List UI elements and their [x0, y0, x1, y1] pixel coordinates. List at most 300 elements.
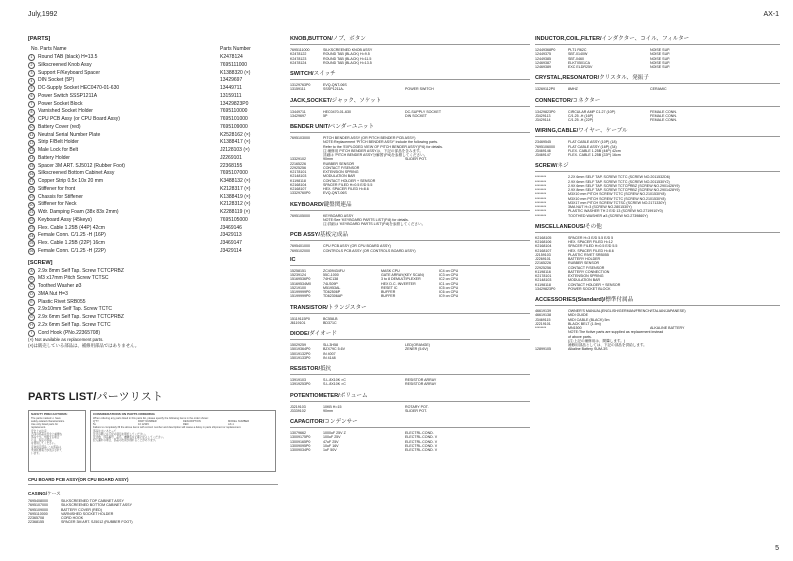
parts-column [28, 36, 278, 349]
part-spec: EXTENSION SPRING [568, 274, 604, 278]
right-column [535, 34, 780, 356]
part-number: K2478122 [290, 52, 307, 57]
item-part-number: 22368155 [220, 162, 243, 169]
order-line: When ordering any parts listed in this parts list, please specify the following items in the order shown: [93, 416, 209, 420]
section-title-en: TRANSISTOR/ [290, 304, 328, 311]
part-number: J3219103 [290, 404, 306, 409]
item-name: DC-Supply Socket HEC0470-01-630 [38, 85, 120, 91]
part-spec: MIDI CABLE (BLACK) 5m [568, 317, 610, 322]
order-box [90, 410, 276, 472]
part-spec: M3X17 mm PITCH SCREW TCTSC (SCREW NO.2171330Y) [568, 200, 666, 205]
parts-row [28, 101, 278, 109]
part-number: 13919253P0 [290, 382, 311, 387]
part-row [290, 382, 530, 386]
part-spec: 90mm [323, 157, 333, 162]
part-row [290, 356, 530, 360]
col-no-name: No. Parts Name [31, 46, 67, 52]
section-title-jp: コンデンサー [324, 419, 358, 425]
section-crystal [535, 73, 780, 91]
note-jp: (×)は販売している部品は、補修用部品ではありません。 [28, 343, 140, 349]
part-row [535, 118, 780, 122]
part-spec: SPACER FILED H=0.5 E/D 5.5 [568, 244, 618, 249]
part-number: 15199999P0 [290, 294, 311, 299]
location: IC4 on CPU [439, 268, 459, 273]
part-spec: S.L.8X10K ×C [323, 382, 346, 387]
description: FEMALE CONN. [650, 109, 677, 114]
part-spec: M51953AL [323, 285, 341, 290]
section-ic [290, 257, 530, 299]
screw-row [28, 330, 278, 338]
parts-row [28, 54, 278, 62]
part-spec: NOTE:The fictive parts are supplied as replacement instead [568, 330, 664, 335]
part-number: K2178101 [290, 170, 307, 174]
divider [290, 374, 530, 375]
safety-line: Use only listed parts for [31, 423, 59, 427]
part-number: ******** [535, 196, 547, 201]
part-spec: MIDI GUIDE [568, 313, 588, 318]
part-spec: 1000uF 25V Z [323, 431, 346, 435]
item-number: 10 [29, 125, 34, 130]
part-spec: 注:詳細は 'KEYBOARD PARTS LIST'(P.8)を参照してください。 [323, 222, 426, 226]
item-part-number: K1388419 (×) [220, 193, 251, 200]
item-name: Battery Holder [38, 154, 70, 161]
part-row [535, 65, 780, 69]
item-name: Battery Cover (red) [38, 123, 81, 130]
part-row [290, 191, 530, 195]
part-spec: S.L.8X10K ×C [323, 378, 346, 382]
screw-letter: D [28, 291, 35, 298]
section-wiring [535, 126, 780, 157]
item-part-number: 13429823P0 [220, 100, 249, 107]
casing-title [28, 491, 278, 497]
part-number: K2148103 [535, 278, 552, 283]
description: CORD HOOK [61, 516, 84, 520]
item-part-number: J2269101 [220, 154, 242, 161]
part-spec: SBT-0460 [568, 56, 584, 61]
part-spec: BLACK BELT (1.5m) [568, 321, 601, 326]
description: BATTERY COVER (RED) [61, 507, 102, 512]
location: IC5 on CPU [439, 285, 459, 290]
description: MASK CPU [381, 268, 400, 273]
part-spec: 47uF 25V [323, 439, 339, 444]
description [405, 222, 530, 226]
divider [290, 427, 530, 428]
part-spec: CONTACT HOLDER + SENSOR [323, 178, 376, 183]
part-number: J2269101 [535, 257, 551, 261]
screw-row [28, 322, 278, 330]
part-spec: EXTENSION SPRING [323, 170, 359, 174]
screw-row [28, 275, 278, 283]
item-number: 22 [29, 218, 34, 223]
section-title-jp: スイッチ [313, 71, 336, 77]
part-number: 7695401000 [290, 244, 310, 249]
section-title-jp: 鍵盤関連品 [323, 201, 352, 208]
part-spec: MN1500 [568, 326, 582, 330]
screw-letter: I [28, 330, 35, 337]
screw-name: Cord Hook (PNo.22365708) [38, 329, 100, 336]
part-number: K2168105 [535, 235, 552, 240]
casing-row [28, 520, 278, 524]
divider [290, 339, 530, 340]
part-spec: HEC0470-01-630 [323, 109, 351, 114]
part-spec: IN 4007 [323, 351, 336, 356]
description: ELECTRL.COND. V [405, 435, 438, 440]
parts-row [28, 248, 278, 256]
part-number: J3469115 [535, 317, 551, 322]
item-part-number: J3469146 [220, 224, 242, 231]
section-title [290, 303, 530, 311]
item-part-number: K2528162 (×) [220, 131, 251, 138]
part-number: 7695102000 [290, 248, 310, 253]
part-row [535, 87, 780, 91]
part-spec: 74LS09P [323, 281, 338, 286]
part-number: 12469387 [535, 60, 551, 65]
description: NOISE SUP. [650, 56, 671, 61]
item-number: 17 [29, 179, 34, 184]
item-name: Flex. Cable 1.25B (22P) 16cm [38, 240, 105, 246]
section-title [535, 73, 780, 81]
safety-line: を使用してください。 [31, 442, 57, 446]
note-en: (×) Not available as replacement parts. [28, 337, 104, 343]
part-spec: BD371C [323, 320, 337, 325]
divider [290, 240, 530, 241]
item-number: 25 [29, 241, 34, 246]
location: IC9 on CPU [439, 294, 459, 299]
section-title-en: MISCELLANEOUS/ [535, 223, 586, 230]
part-spec: FLAT CABLE ASSY (16P) (34) [568, 144, 617, 149]
divider [290, 79, 530, 80]
section-title [535, 295, 780, 303]
parts-row [28, 132, 278, 140]
part-row [290, 294, 530, 298]
description: FEMALE CONN. [650, 118, 677, 122]
section-title [535, 34, 780, 42]
part-spec: 10KB H=15 [323, 404, 342, 409]
part-number: 46619139 [535, 309, 551, 313]
description: BUFFER [381, 294, 396, 299]
order-line: Failure to completely fill the above items with correct number and description will cause a delay in parts shipment or replacement. [93, 426, 242, 430]
part-spec: CONTROLS PCB ASSY (OR CONTROLS BOARD ASSY) [323, 248, 416, 253]
part-number: 13449711 [290, 109, 306, 114]
part-number: ******** [535, 188, 547, 192]
section-inductor [535, 34, 780, 69]
document-date: July,1992 [28, 11, 58, 18]
item-name: Wdr. Damping Foam (38x 83x 2mm) [38, 209, 119, 215]
section-title-en: DIODE/ [290, 331, 310, 337]
screw-title: [SCREW] [28, 259, 53, 266]
part-spec: CONTACT F/SENSOR [323, 165, 360, 170]
safety-line: replacement. [31, 426, 46, 430]
parts-row [28, 170, 278, 178]
section-jack [290, 96, 530, 119]
part-spec: CONTACT HOLDER + SENSOR [568, 282, 621, 287]
part-number: ******** [535, 326, 547, 330]
section-title-jp: ノブ、ボタン [332, 36, 366, 42]
order-line: 注文の際には下記の項目を明記してください。 [93, 432, 148, 436]
part-number: J3469146 [535, 148, 551, 153]
section-title-en: POTENTIOMETER/ [290, 392, 340, 399]
parts-row [28, 62, 278, 70]
part-spec: 2.9X 6mm SELF TAP. SCREW TCTC (SCREW NO.2011530Y2) [568, 179, 670, 184]
part-row [290, 114, 530, 118]
part-number: K1198118 [535, 282, 551, 287]
divider [290, 106, 530, 107]
safety-line: 寿命設定部品: この部品は [31, 445, 61, 449]
item-part-number: 13449711 [220, 85, 242, 91]
section-title [290, 96, 530, 104]
parts-row [28, 178, 278, 186]
screw-row [28, 306, 278, 314]
order-line: 部品注文にあたって [93, 429, 117, 433]
part-spec: 3MA NUT H=3 (SCREW NO.2801530Y) [568, 205, 632, 209]
part-number: 12449385 [535, 56, 551, 61]
part-spec: 5P [323, 113, 328, 118]
description: SILKSCREENED BOTTOM CABINET ASSY [61, 503, 132, 508]
description [405, 249, 530, 253]
part-spec: C/1.25 -H (16P) [568, 113, 594, 118]
part-spec: KEYBOARD ASSY [323, 213, 354, 218]
section-title-jp: 抵抗 [320, 366, 332, 372]
section-title-en: RESISTOR/ [290, 366, 321, 372]
part-number: J3469147 [535, 153, 551, 157]
part-spec: SPACER FILED H=0.5 E/D 5.5 [323, 182, 373, 187]
screw-name: 2.2x 6mm Self Tap. Screw TCTC [38, 321, 111, 328]
part-spec: RUBBER SENSOR [323, 161, 355, 166]
part-spec: 55C-1000 [323, 273, 339, 277]
part-number: J2219101 [535, 321, 551, 326]
part-spec: PITCH BENDER ASSY (OR PITCH BENDER PCB ASSY) [323, 136, 416, 140]
item-name: Female Conn. C/1.25 -H (16P) [38, 232, 106, 239]
description: POWER SWITCH [405, 87, 434, 92]
description: ELECTRL.COND. [405, 431, 434, 435]
part-spec: BC558-B [323, 316, 338, 321]
part-number: 22165226 [535, 261, 551, 266]
item-name: CPU PCB Assy (or CPU Board Assy) [38, 116, 120, 122]
part-spec: BATTERY HOLDER [568, 257, 601, 261]
screw-letter: B [28, 276, 35, 283]
parts-row [28, 209, 278, 217]
part-number: K1198118 [290, 178, 306, 183]
section-title-en: KEYBOARD/ [290, 201, 324, 208]
part-number: 15169536P0 [290, 277, 311, 282]
part-spec: 2.9X 6mm SELF TAP. SCREW TCTCPRBZ (SCREW NO.2901426Y9) [568, 183, 680, 188]
item-number: 12 [29, 140, 34, 145]
item-number: 6 [28, 93, 35, 100]
screw-row [28, 291, 278, 299]
item-number: 1 [28, 54, 35, 61]
part-spec: SLL3H58 [323, 343, 338, 347]
divider [535, 232, 780, 233]
part-number: 7695105000 [290, 213, 310, 218]
section-title-en: SWITCH/ [290, 71, 314, 77]
part-number: 7695109000 [28, 507, 48, 512]
safety-line: safety-related characteristics. [31, 419, 65, 423]
part-number: 13129763P0 [290, 83, 311, 87]
description: HEX D.C. INVERTER [381, 281, 416, 286]
section-title-en: BENDER UNIT/ [290, 124, 330, 130]
part-spec: 補修用部品としては、下記の部品を供給します。 [568, 343, 647, 347]
part-spec: 90mm [323, 408, 333, 413]
item-part-number: 7695110000 [220, 108, 248, 115]
section-title-jp: 標準付属品 [605, 297, 634, 303]
section-title [290, 417, 530, 425]
part-number: 12449368P0 [535, 48, 556, 52]
part-spec: BATTERY CONNECTION [568, 269, 610, 274]
part-number: 15199999P0 [290, 290, 311, 294]
order-lines [93, 426, 273, 442]
section-title-en: KNOB,BUTTON/ [290, 36, 333, 42]
part-spec: TD62506P [323, 290, 341, 294]
part-spec: FLAT CABLE ASSY (10P) (18) [568, 140, 617, 145]
part-spec: (注:上記の補修用は、間隣します。) [568, 338, 626, 343]
section-title [290, 230, 530, 238]
parts-row [28, 116, 278, 124]
part-spec: FLEX. CABLE 1.25B (44P) 42cm [568, 148, 621, 153]
section-pcb [290, 230, 530, 253]
part-number: K2478124 [290, 60, 307, 65]
part-number: 22165226 [290, 161, 306, 166]
part-number: J3429113 [535, 113, 551, 118]
item-name: Female Conn. C/1.25 -H (22P) [38, 247, 106, 254]
parts-row [28, 217, 278, 225]
part-spec: PLASTIC WASHER TH 2 E/D 13 (SCREW NO.2719910Y0) [568, 209, 663, 214]
item-part-number: K3488132 (×) [220, 178, 251, 184]
part-number: 13009095P0 [290, 443, 311, 448]
part-number: J6119101 [290, 320, 306, 325]
part-spec: BZX79C 5.6V [323, 347, 345, 352]
section-accessories [535, 295, 780, 352]
section-title [290, 391, 530, 399]
item-number: 26 [29, 249, 34, 254]
part-spec: 100uF 25V [323, 435, 341, 440]
part-number: ******** [535, 205, 547, 209]
part-spec: OWNER'S MANUAL(ENGLISH/GERMAN/FRENCH/ITALIAN/JAPANESE) [568, 309, 686, 313]
section-pot [290, 391, 530, 414]
section-misc [535, 222, 780, 291]
section-title [290, 122, 530, 130]
parts-row [28, 232, 278, 240]
part-number: 15219100 [290, 285, 306, 290]
section-connector [535, 96, 780, 123]
section-title-jp: ワイヤー、ケーブル [578, 128, 628, 135]
part-number: K2478123 [290, 56, 307, 61]
item-part-number: K1388320 (×) [220, 69, 251, 76]
item-number: 5 [28, 85, 35, 92]
part-spec: EVQ-QNT-06S [323, 83, 347, 87]
safety-line: The parts marked ⚠ have [31, 416, 61, 420]
section-resistor [290, 364, 530, 387]
part-number: 7695107000 [28, 503, 48, 508]
part-spec: ROUND TAB (BLACK) H=11.5 [323, 56, 372, 61]
part-spec: SPACER H=3 E/D 5.5 E/D 5 [568, 235, 614, 240]
section-capacitor [290, 417, 530, 452]
part-number: 15029259 [290, 343, 306, 347]
screw-row [28, 314, 278, 322]
item-part-number: 7695105000 [220, 216, 248, 223]
screw-name: M3 x17mm Pitch Screw TCTSC [38, 275, 109, 282]
parts-row [28, 186, 278, 194]
divider [535, 171, 780, 172]
part-row [535, 287, 780, 291]
item-number: 2 [28, 62, 35, 69]
divider [535, 106, 780, 107]
description: NOISE SUP. [650, 60, 671, 65]
part-number: K2178101 [535, 274, 552, 278]
part-number: 13009034P0 [290, 448, 311, 452]
item-number: 11 [29, 132, 34, 137]
description: LED(ORANGE) [405, 343, 430, 347]
description [405, 356, 530, 360]
part-number: 15169534M0 [290, 281, 311, 286]
order-example-cell: 5s [93, 423, 96, 427]
order-example-cell: RED [183, 423, 189, 427]
description: RESISTOR ARRAY [405, 382, 437, 387]
part-number: K2168104 [535, 244, 552, 249]
section-title-en: PCB ASSY/ [290, 232, 320, 239]
location: IC3 on CPU [439, 273, 459, 277]
description: ELECTRL.COND. V [405, 448, 438, 452]
item-part-number: J3469147 [220, 240, 242, 246]
part-spec: SSSP1211A- [323, 87, 344, 92]
item-part-number: 13429697 [220, 77, 243, 84]
casing-rows [28, 499, 278, 525]
section-title-jp: ダイオード [309, 331, 337, 337]
safety-lines [31, 417, 83, 455]
order-col: MODEL NUMBER [228, 419, 250, 423]
part-number: 13009175P0 [290, 435, 311, 440]
item-part-number: K1388417 (×) [220, 139, 251, 146]
screw-letter: A [28, 268, 35, 275]
description: DC-SUPPLY SOCKET [405, 109, 442, 114]
notice-boxes [28, 410, 276, 472]
description: ROTARY POT. [405, 404, 429, 409]
description: ELECTRL.COND. V [405, 443, 438, 448]
part-spec: IN 4148 [323, 355, 336, 360]
section-title-jp: その他 [585, 223, 602, 230]
item-name: Neutral Serial Number Plate [38, 131, 101, 138]
part-spec: TOOTHED WASHER ø3 (SCREW NO.2739860Y) [568, 213, 648, 218]
parts-row [28, 155, 278, 163]
item-name: DIN Socket (5P) [38, 77, 75, 84]
part-number: 13269112P0 [535, 87, 556, 92]
item-number: 13 [29, 148, 34, 153]
description: SLIDER POT. [405, 408, 427, 413]
casing-title-en: CASING/ [28, 491, 48, 496]
item-part-number: J3429114 [220, 247, 242, 254]
order-line: 注文数、部品番号、品名、機種名を正確に記入してください。 [93, 435, 166, 439]
part-spec: HEX. SPACER FILED H=8.6 [323, 187, 369, 191]
section-title-en: CAPACITOR/ [290, 419, 325, 425]
part-spec: PLASTIC RIVET SRB055 [568, 252, 609, 257]
item-name: Stiffener for Neck [38, 201, 77, 208]
item-name: Spacer 3M ART. SJ5012 (Rubber Foot) [38, 162, 125, 169]
part-number: 13079662 [290, 431, 306, 435]
section-transistor [290, 303, 530, 326]
part-number: 12449375 [535, 52, 551, 57]
parts-row [28, 77, 278, 85]
description: SILKSCREENED TOP CABINET ASSY [61, 499, 124, 503]
section-title [290, 34, 530, 42]
part-spec: ROUND TAB (BLACK) H=13.5 [323, 60, 372, 65]
safety-line: 安全上の注意: [31, 429, 48, 433]
item-part-number: K2128312 (×) [220, 201, 251, 208]
part-spec: 74HC138 [323, 277, 339, 282]
section-title-jp: ボリューム [339, 392, 368, 399]
description: ELECTRL.COND. V [405, 439, 438, 444]
description: DIN SOCKET [405, 113, 427, 118]
part-number: 46619138 [535, 313, 551, 318]
item-name: Support F/Keyboard Spacer [38, 69, 100, 76]
